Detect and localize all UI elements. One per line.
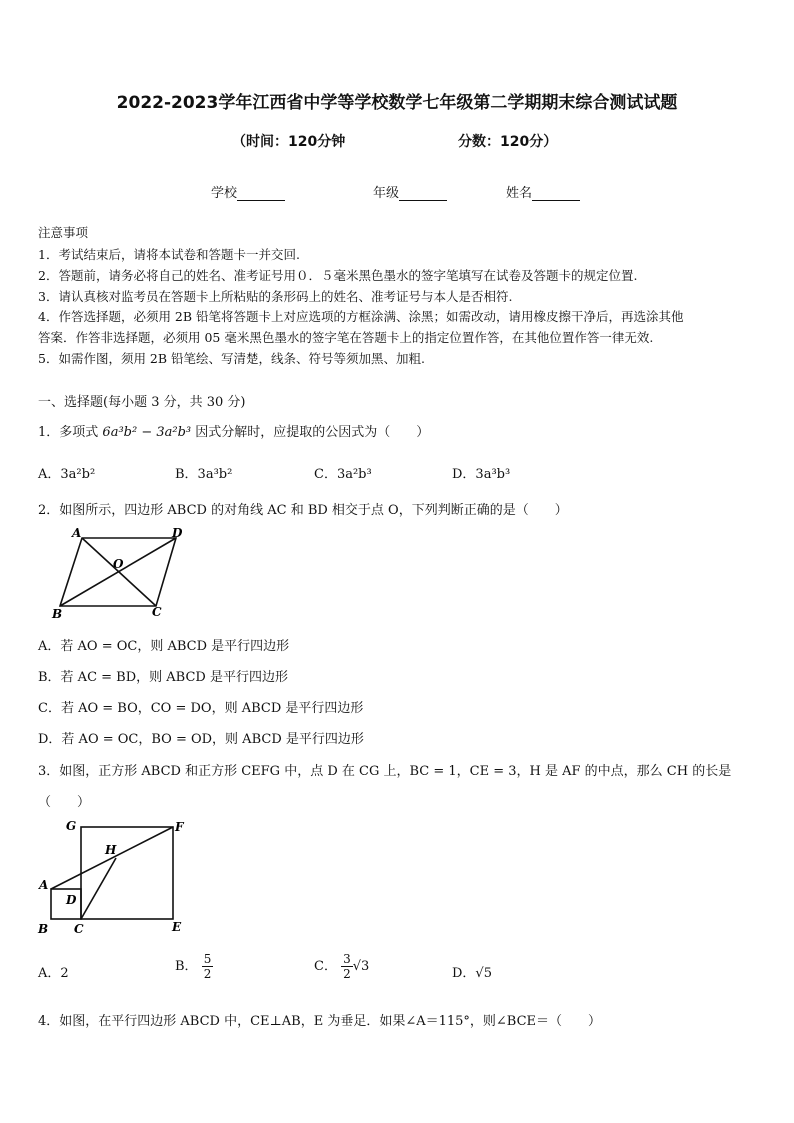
q3-option-b[interactable] <box>175 952 213 981</box>
q1-suffix: 因式分解时，应提取的公因式为（ ） <box>195 425 430 440</box>
note-item: 5．如需作图，须用 2B 铅笔绘、写清楚，线条、符号等须加黑、加粗. <box>38 351 426 366</box>
exam-score: 分数：120分） <box>458 134 558 150</box>
label-d: D <box>172 526 183 540</box>
square-cefg <box>81 827 173 919</box>
q3-option-b-letter: B． <box>175 959 198 974</box>
q3-figure <box>36 815 196 940</box>
name-field <box>506 182 580 201</box>
q3-option-c-letter: C． <box>314 959 337 974</box>
school-label: 学校 <box>211 186 238 201</box>
school-blank <box>237 186 285 201</box>
q3-answer-paren: （ ） <box>38 795 91 810</box>
sqrt-three: √3 <box>352 959 370 974</box>
note-item: 2．答题前，请务必将自己的姓名、准考证号用０．５毫米黑色墨水的签字笔填写在试卷及答题卡的规定位置. <box>38 268 638 283</box>
label-e: E <box>172 920 182 934</box>
name-blank <box>532 186 580 201</box>
q1-option-a[interactable]: A．3a²b² <box>38 467 96 482</box>
grade-field <box>373 182 447 201</box>
q3-option-d[interactable]: D．√5 <box>452 966 492 981</box>
note-item: 4．作答选择题，必须用 2B 铅笔将答题卡上对应选项的方框涂满、涂黑；如需改动，请用橡皮擦干净后，再选涂其他 <box>38 309 684 324</box>
q2-figure <box>38 526 198 622</box>
fraction-five-halves: $\frac{5}{2}$ <box>203 952 212 981</box>
question-2: 2．如图所示，四边形 ABCD 的对角线 AC 和 BD 相交于点 O，下列判断正确的是（ ） <box>38 503 568 518</box>
note-item: 3．请认真核对监考员在答题卡上所粘贴的条形码上的姓名、准考证号与本人是否相符. <box>38 289 513 304</box>
q2-option-a[interactable]: A．若 AO = OC，则 ABCD 是平行四边形 <box>38 639 290 654</box>
label-a: A <box>72 526 82 540</box>
note-item: 答案．作答非选择题，必须用 05 毫米黑色墨水的签字笔在答题卡上的指定位置作答，在其他位置作答一律无效. <box>38 330 654 345</box>
school-field <box>211 182 285 201</box>
label-b: B <box>52 607 63 621</box>
name-label: 姓名 <box>506 186 533 201</box>
question-4: 4．如图，在平行四边形 ABCD 中，CE⊥AB，E 为垂足．如果∠A＝115°，则∠BCE＝（ ） <box>38 1014 602 1029</box>
label-a: A <box>39 878 49 892</box>
q2-option-c[interactable]: C．若 AO = BO，CO = DO，则 ABCD 是平行四边形 <box>38 701 364 716</box>
label-f: F <box>175 820 184 834</box>
label-g: G <box>66 819 77 833</box>
question-3: 3．如图，正方形 ABCD 和正方形 CEFG 中，点 D 在 CG 上，BC = 1，CE = 3，H 是 AF 的中点，那么 CH 的长是 <box>38 764 732 779</box>
label-b: B <box>38 922 49 936</box>
q1-option-c[interactable]: C．3a²b³ <box>314 467 372 482</box>
q1-option-b[interactable]: B．3a³b² <box>175 467 233 482</box>
q3-option-a[interactable]: A．2 <box>38 966 69 981</box>
segment-ch <box>81 858 116 919</box>
grade-blank <box>399 186 447 201</box>
q3-option-c[interactable] <box>314 952 369 981</box>
notes-heading: 注意事项 <box>38 225 89 240</box>
section-heading: 一、选择题(每小题 3 分，共 30 分) <box>38 395 246 410</box>
label-h: H <box>105 843 117 857</box>
q1-prefix: 1．多项式 <box>38 425 99 440</box>
label-d: D <box>66 893 77 907</box>
label-o: O <box>113 557 124 571</box>
segment-af <box>51 827 173 889</box>
fraction-three-halves: $\frac{3}{2}$ <box>343 952 351 981</box>
grade-label: 年级 <box>373 186 400 201</box>
label-c: C <box>74 922 84 936</box>
q1-expression: 6a³b² − 3a²b³ <box>102 425 192 440</box>
q2-option-b[interactable]: B．若 AC = BD，则 ABCD 是平行四边形 <box>38 670 288 685</box>
note-item: 1．考试结束后，请将本试卷和答题卡一并交回. <box>38 247 300 262</box>
page-title: 2022-2023学年江西省中学等学校数学七年级第二学期期末综合测试试题 <box>116 93 678 113</box>
q1-option-d[interactable]: D．3a³b³ <box>452 467 511 482</box>
q2-option-d[interactable]: D．若 AO = OC，BO = OD，则 ABCD 是平行四边形 <box>38 732 364 747</box>
label-c: C <box>152 605 162 619</box>
exam-time: （时间：120分钟 <box>232 134 346 150</box>
question-1 <box>38 421 429 440</box>
